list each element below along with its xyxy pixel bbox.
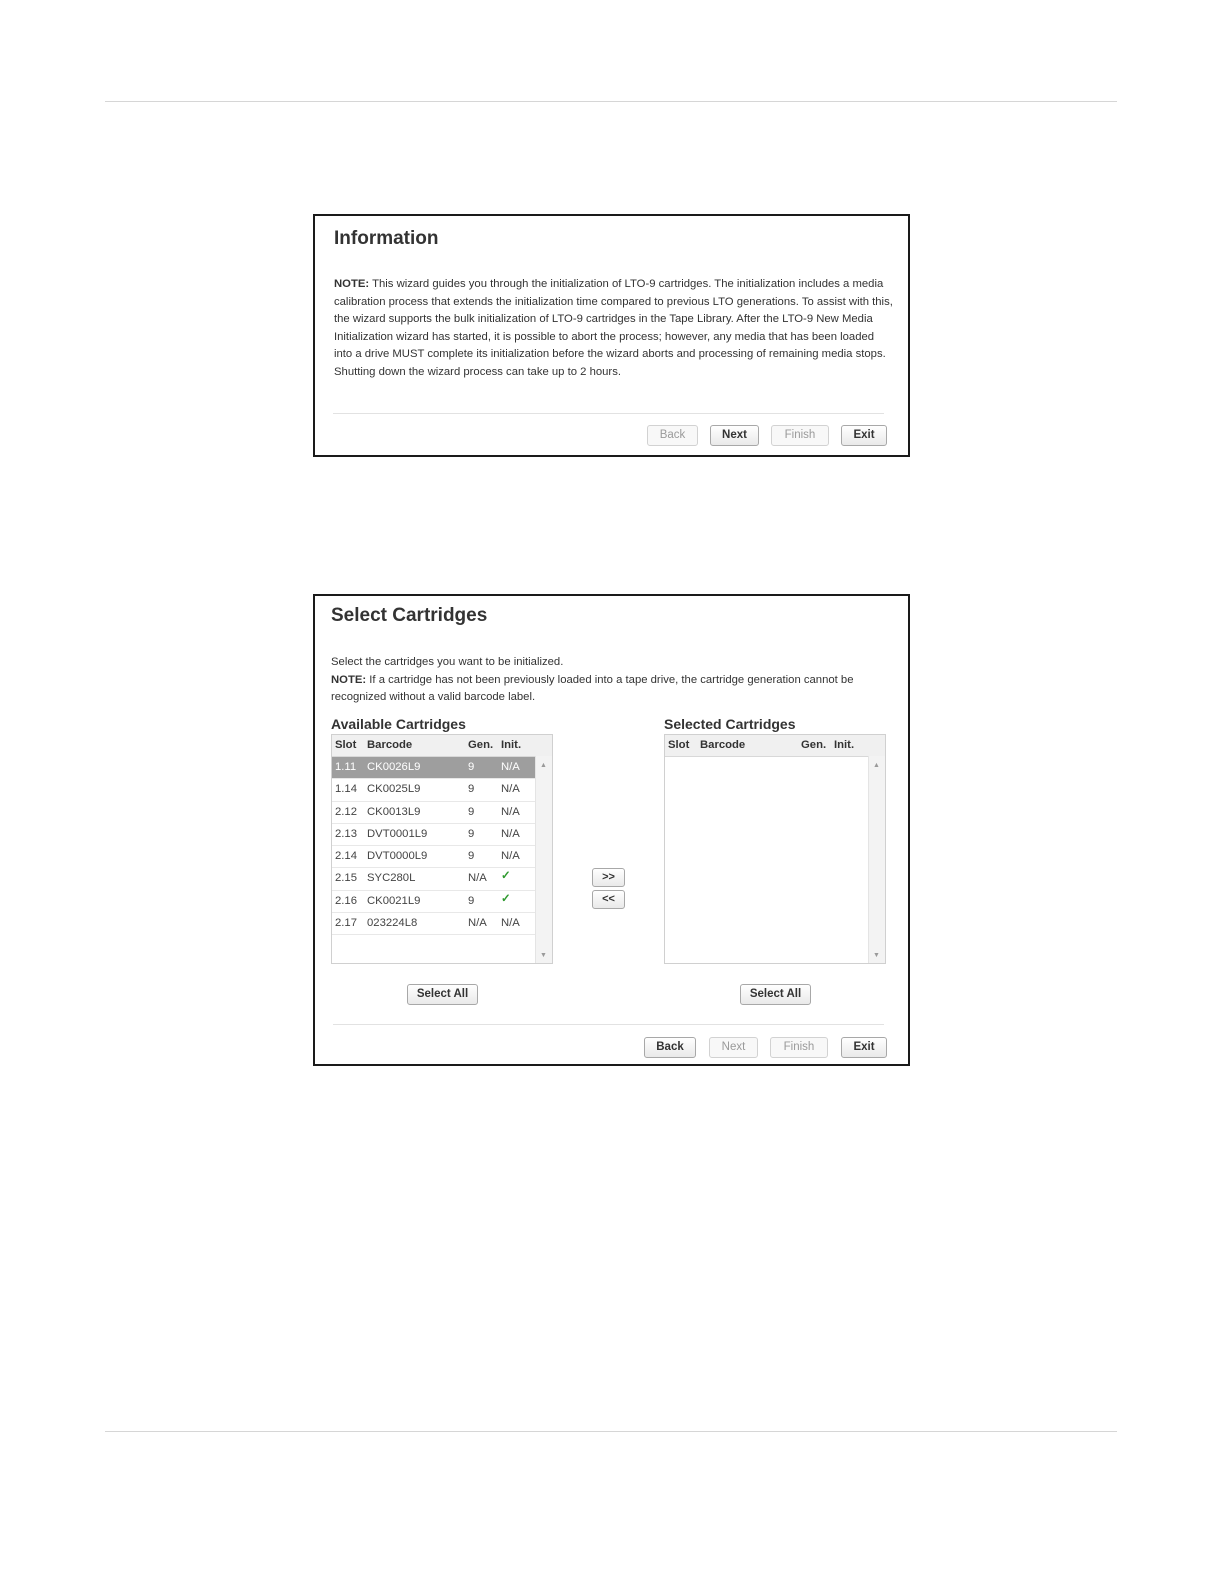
cell-init: N/A bbox=[501, 850, 520, 863]
finish-button[interactable]: Finish bbox=[770, 1037, 828, 1058]
cell-gen: N/A bbox=[468, 917, 487, 930]
cartridge-row[interactable] bbox=[332, 757, 536, 779]
cell-gen: 9 bbox=[468, 827, 475, 840]
next-button[interactable]: Next bbox=[709, 1037, 758, 1058]
selected-cartridges-list[interactable] bbox=[664, 734, 886, 964]
intro-line: Select the cartridges you want to be initialized. bbox=[331, 656, 564, 668]
cell-init: N/A bbox=[501, 917, 520, 930]
cell-slot: 2.14 bbox=[335, 850, 357, 863]
list-header bbox=[332, 735, 552, 757]
scrollbar[interactable] bbox=[535, 756, 552, 963]
note-label: NOTE: bbox=[334, 278, 370, 290]
cell-barcode: DVT0001L9 bbox=[367, 827, 428, 840]
cell-slot: 2.13 bbox=[335, 827, 357, 840]
footer-divider bbox=[333, 413, 884, 414]
cartridge-row[interactable] bbox=[332, 891, 536, 913]
add-to-selected-button[interactable]: >> bbox=[592, 868, 625, 887]
cell-slot: 1.11 bbox=[335, 761, 357, 773]
cell-barcode: SYC280L bbox=[367, 872, 416, 885]
cartridge-row[interactable] bbox=[332, 846, 536, 868]
cell-barcode: 023224L8 bbox=[367, 917, 418, 930]
scroll-down-arrow-icon[interactable]: ▼ bbox=[540, 952, 547, 959]
back-button[interactable]: Back bbox=[647, 425, 698, 446]
column-header-gen[interactable]: Gen. bbox=[468, 739, 494, 751]
scroll-down-arrow-icon[interactable]: ▼ bbox=[873, 952, 880, 959]
note-body: This wizard guides you through the initialization of LTO-9 cartridges. The initialization includes a media calibration process that extends the initialization time compared to previous LTO generations. To assist with this, the wizard supports the bulk initialization of LTO-9 cartridges in the Tape Library. After the LTO-9 New Media Initialization wizard has started, it is possible to abort the process; however, any media that has been loaded into a drive MUST complete its initialization before the wizard aborts and processing of remaining media stops. Shutting down the wizard process can take up to 2 hours. bbox=[334, 278, 893, 378]
column-header-gen[interactable]: Gen. bbox=[801, 739, 827, 751]
exit-button[interactable]: Exit bbox=[841, 425, 887, 446]
cell-gen: 9 bbox=[468, 761, 475, 773]
select-instructions bbox=[331, 654, 901, 707]
selected-cartridges-heading: Selected Cartridges bbox=[664, 716, 796, 732]
select-cartridges-panel bbox=[313, 594, 910, 1066]
cell-init: N/A bbox=[501, 827, 520, 840]
column-header-barcode[interactable]: Barcode bbox=[367, 739, 413, 751]
note-label: NOTE: bbox=[331, 673, 367, 686]
column-header-init[interactable]: Init. bbox=[834, 739, 855, 751]
column-header-barcode[interactable]: Barcode bbox=[700, 739, 746, 751]
information-panel bbox=[313, 214, 910, 457]
cell-gen: 9 bbox=[468, 894, 475, 907]
cell-barcode: DVT0000L9 bbox=[367, 850, 428, 863]
note-body: If a cartridge has not been previously loaded into a tape drive, the cartridge generation cannot be recognized without a valid barcode label. bbox=[331, 673, 854, 704]
cell-barcode: CK0025L9 bbox=[367, 783, 421, 796]
column-header-init[interactable]: Init. bbox=[501, 739, 522, 751]
checkmark-icon: ✓ bbox=[501, 892, 511, 905]
finish-button[interactable]: Finish bbox=[771, 425, 829, 446]
cartridge-row[interactable] bbox=[332, 913, 536, 935]
cell-init: N/A bbox=[501, 761, 520, 773]
cell-barcode: CK0021L9 bbox=[367, 894, 421, 907]
cell-barcode: CK0026L9 bbox=[367, 761, 421, 773]
footer-divider bbox=[333, 1024, 884, 1025]
cell-gen: N/A bbox=[468, 872, 487, 885]
cell-gen: 9 bbox=[468, 850, 475, 863]
cell-slot: 2.15 bbox=[335, 872, 357, 885]
column-header-slot[interactable]: Slot bbox=[668, 739, 690, 751]
checkmark-icon: ✓ bbox=[501, 870, 511, 883]
select-all-available-button[interactable]: Select All bbox=[407, 984, 478, 1005]
cell-gen: 9 bbox=[468, 805, 475, 818]
column-header-slot[interactable]: Slot bbox=[335, 739, 357, 751]
available-cartridges-heading: Available Cartridges bbox=[331, 716, 466, 732]
scrollbar[interactable] bbox=[868, 756, 885, 963]
next-button[interactable]: Next bbox=[710, 425, 759, 446]
scroll-up-arrow-icon[interactable]: ▲ bbox=[873, 762, 880, 769]
cell-slot: 2.17 bbox=[335, 917, 357, 930]
select-all-selected-button[interactable]: Select All bbox=[740, 984, 811, 1005]
cartridge-row[interactable] bbox=[332, 868, 536, 890]
page-top-rule bbox=[105, 101, 1117, 102]
list-header bbox=[665, 735, 885, 757]
information-note bbox=[334, 276, 894, 382]
back-button[interactable]: Back bbox=[644, 1037, 696, 1058]
cartridge-row[interactable] bbox=[332, 779, 536, 801]
available-rows bbox=[332, 757, 536, 935]
cartridge-row[interactable] bbox=[332, 824, 536, 846]
select-cartridges-title: Select Cartridges bbox=[331, 605, 488, 626]
cell-slot: 2.12 bbox=[335, 805, 357, 818]
cell-init: N/A bbox=[501, 805, 520, 818]
cell-slot: 2.16 bbox=[335, 894, 357, 907]
cell-barcode: CK0013L9 bbox=[367, 805, 421, 818]
cell-gen: 9 bbox=[468, 783, 475, 796]
page-bottom-rule bbox=[105, 1431, 1117, 1432]
remove-from-selected-button[interactable]: << bbox=[592, 890, 625, 909]
cell-slot: 1.14 bbox=[335, 783, 357, 796]
cartridge-row[interactable] bbox=[332, 802, 536, 824]
information-title: Information bbox=[334, 228, 439, 249]
exit-button[interactable]: Exit bbox=[841, 1037, 887, 1058]
cell-init: N/A bbox=[501, 783, 520, 796]
scroll-up-arrow-icon[interactable]: ▲ bbox=[540, 762, 547, 769]
available-cartridges-list[interactable] bbox=[331, 734, 553, 964]
